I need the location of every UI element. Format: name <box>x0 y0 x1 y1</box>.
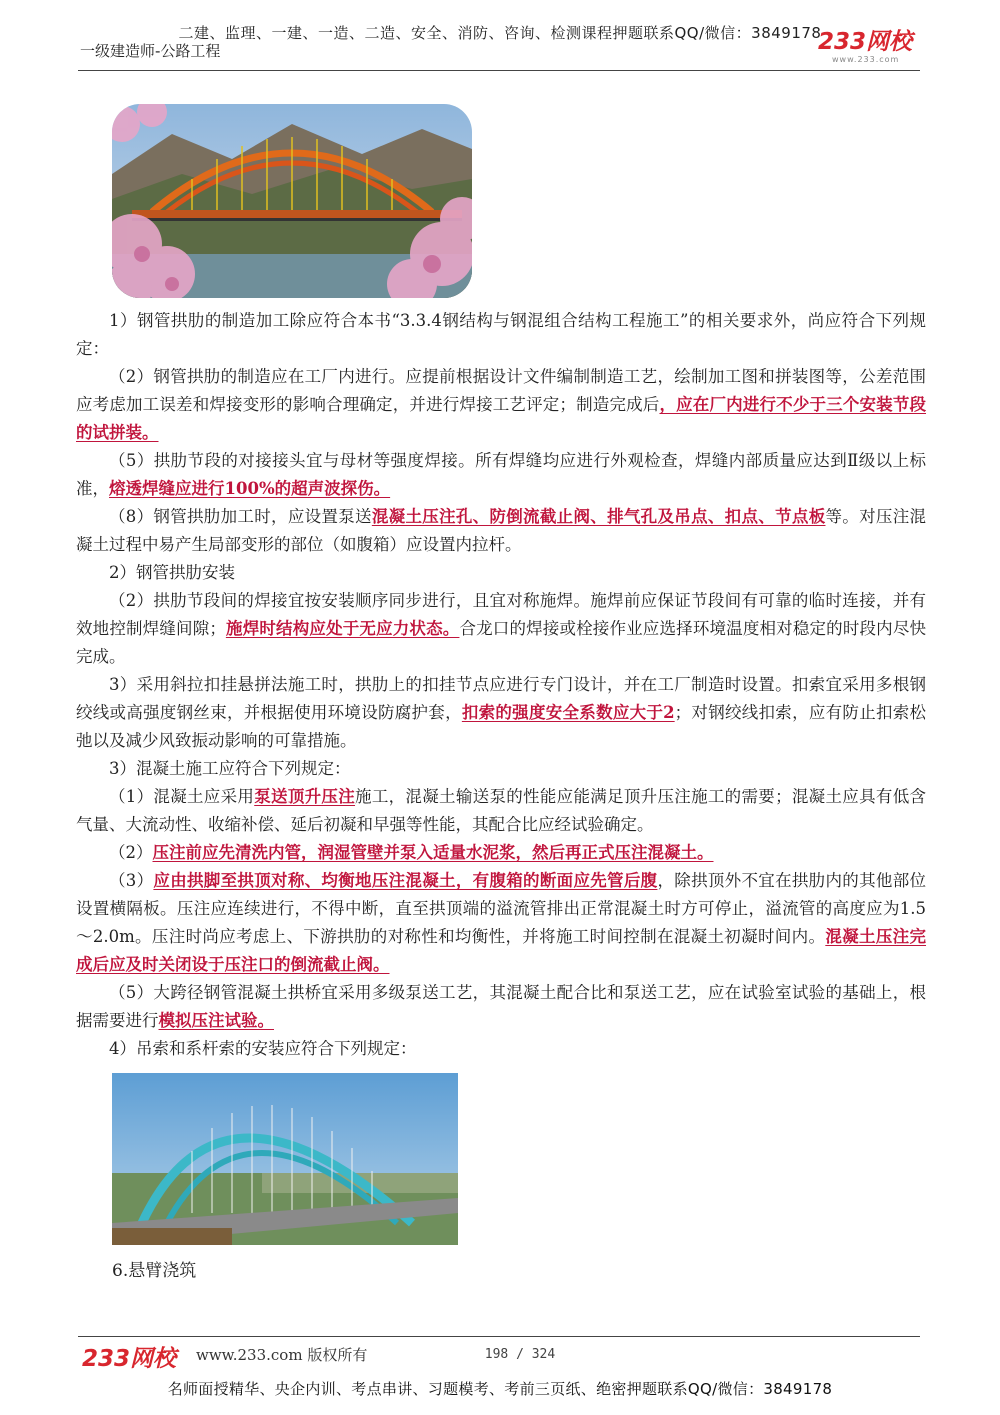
highlight-text: 混凝土压注完成后应及时关闭设于压注口的倒流截止阀。 <box>76 927 927 974</box>
document-body <box>76 307 926 1063</box>
footer-copyright: www.233.com 版权所有 <box>196 1346 368 1364</box>
header-divider <box>78 70 920 71</box>
paragraph: （3）应由拱脚至拱顶对称、均衡地压注混凝土，有腹箱的断面应先管后腹，除拱顶外不宜在拱肋内的其他部位设置横隔板。压注应连续进行，不得中断，直至拱顶端的溢流管排出正常混凝土时方可停止，溢流管的高度应为1.5～2.0m。压注时尚应考虑上、下游拱肋的对称性和均衡性，并将施工时间控制在混凝土初凝时间内。混凝土压注完成后应及时关闭设于压注口的倒流截止阀。 <box>76 871 927 974</box>
paragraph: 3）采用斜拉扣挂悬拼法施工时，拱肋上的扣挂节点应进行专门设计，并在工厂制造时设置。扣索宜采用多根钢绞线或高强度钢丝束，并根据使用环境设防腐护套，扣索的强度安全系数应大于2；对钢绞线扣索，应有防止扣索松弛以及减少风致振动影响的可靠措施。 <box>76 675 927 750</box>
highlight-text: 应由拱脚至拱顶对称、均衡地压注混凝土，有腹箱的断面应先管后腹 <box>153 871 658 890</box>
highlight-text: 混凝土压注孔、防倒流截止阀、排气孔及吊点、扣点、节点板 <box>371 507 826 526</box>
paragraph: 1）钢管拱肋的制造加工除应符合本书“3.3.4钢结构与钢混组合结构工程施工”的相关要求外，尚应符合下列规定： <box>76 311 926 358</box>
brand-logo-url: www.233.com <box>832 55 900 64</box>
paragraph: （2）钢管拱肋的制造应在工厂内进行。应提前根据设计文件编制制造工艺，绘制加工图和拼装图等，公差范围应考虑加工误差和焊接变形的影响合理确定，并进行焊接工艺评定；制造完成后，应在厂内进行不少于三个安装节段的试拼装。 <box>76 367 927 442</box>
paragraph: （5）大跨径钢管混凝土拱桥宜采用多级泵送工艺，其混凝土配合比和泵送工艺，应在试验室试验的基础上，根据需要进行模拟压注试验。 <box>76 983 926 1030</box>
footer-promo-text: 名师面授精华、央企内训、考点串讲、习题模考、考前三页纸、绝密押题联系QQ/微信：3849178 <box>167 1380 833 1398</box>
highlight-text: 模拟压注试验。 <box>158 1011 274 1030</box>
highlight-text: 压注前应先清洗内管，润湿管壁并泵入适量水泥浆，然后再正式压注混凝土。 <box>152 843 714 862</box>
section-heading: 6.悬臂浇筑 <box>112 1261 197 1281</box>
footer-divider <box>78 1336 920 1337</box>
paragraph: （1）混凝土应采用泵送顶升压注施工，混凝土输送泵的性能应能满足顶升压注施工的需要；混凝土应具有低含气量、大流动性、收缩补偿、延后初凝和早强等性能，其配合比应经试验确定。 <box>76 787 927 834</box>
paragraph: （2）压注前应先清洗内管，润湿管壁并泵入适量水泥浆，然后再正式压注混凝土。 <box>109 843 714 862</box>
paragraph: （8）钢管拱肋加工时，应设置泵送混凝土压注孔、防倒流截止阀、排气孔及吊点、扣点、节点板等。对压注混凝土过程中易产生局部变形的部位（如腹箱）应设置内拉杆。 <box>76 507 927 554</box>
page-number: 198 / 324 <box>484 1347 556 1362</box>
paragraph: （2）拱肋节段间的焊接宜按安装顺序同步进行，且宜对称施焊。施焊前应保证节段间有可靠的临时连接，并有效地控制焊缝间隙；施焊时结构应处于无应力状态。合龙口的焊接或栓接作业应选择环境温度相对稳定的时段内尽快完成。 <box>76 591 927 666</box>
highlight-text: 施焊时结构应处于无应力状态。 <box>225 619 460 638</box>
paragraph: 2）钢管拱肋安装 <box>109 563 235 582</box>
footer-brand-logo: 233网校 <box>82 1346 177 1372</box>
highlight-text: 泵送顶升压注 <box>254 787 356 806</box>
paragraph: 4）吊索和系杆索的安装应符合下列规定： <box>109 1039 417 1058</box>
brand-logo: 233网校 <box>818 29 913 55</box>
blue-arch-bridge-photo <box>112 1073 458 1245</box>
highlight-text: 扣索的强度安全系数应大于2 <box>461 703 675 722</box>
header-subtitle: 一级建造师-公路工程 <box>80 42 221 60</box>
paragraph: 3）混凝土施工应符合下列规定： <box>109 759 351 778</box>
highlight-text: ，应在厂内进行不少于三个安装节段的试拼装。 <box>76 395 927 442</box>
orange-arch-bridge-photo <box>112 104 472 298</box>
header-promo-text: 二建、监理、一建、一造、二造、安全、消防、咨询、检测课程押题联系QQ/微信：3849178 <box>178 24 822 42</box>
highlight-text: 熔透焊缝应进行100%的超声波探伤。 <box>109 479 391 498</box>
paragraph: （5）拱肋节段的对接接头宜与母材等强度焊接。所有焊缝均应进行外观检查，焊缝内部质量应达到Ⅱ级以上标准，熔透焊缝应进行100%的超声波探伤。 <box>76 451 926 498</box>
